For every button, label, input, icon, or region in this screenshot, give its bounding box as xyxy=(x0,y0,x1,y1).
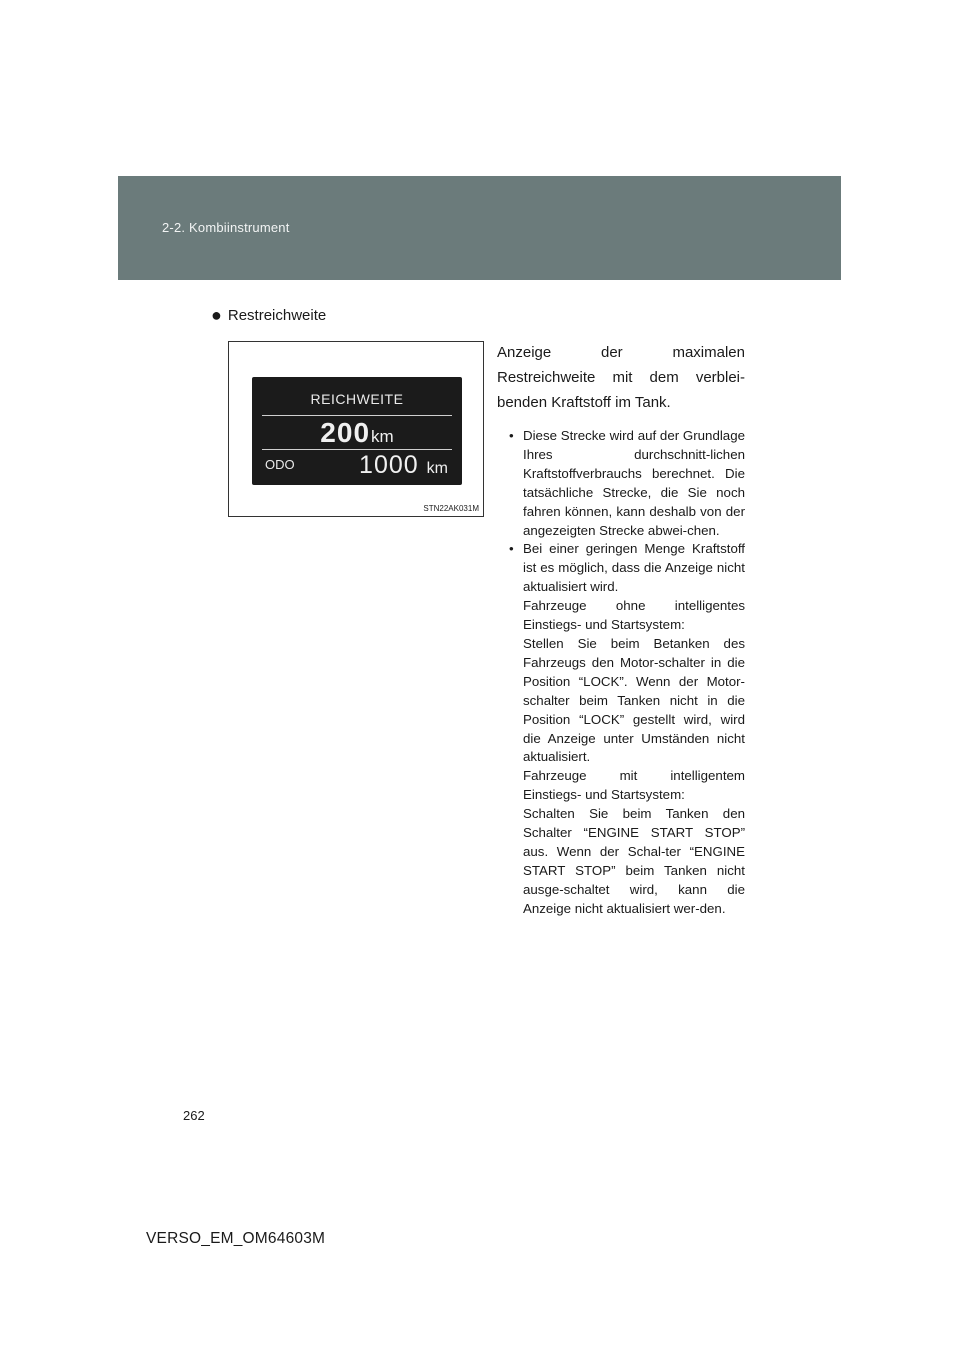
display-illustration xyxy=(228,341,484,517)
lcd-divider xyxy=(262,415,452,416)
note-text: Stellen Sie beim Betanken des Fahrzeugs den Motor-schalter in die Position “LOCK”. Wenn der Motor-schalter beim Tanken nicht in die Position “LOCK” gestellt wird, wird die Anzeige unter Umständen nicht aktualisiert. xyxy=(523,635,745,765)
section-path: 2-2. Kombiinstrument xyxy=(162,220,290,235)
section-heading xyxy=(211,305,326,326)
list-item xyxy=(497,427,745,540)
section-bullet-icon: ● xyxy=(211,305,222,325)
note-text: • Diese Strecke wird auf der Grundlage Ihres durchschnitt-lichen Kraftstoffverbrauchs berechnet. Die tatsächliche Strecke, die Sie noch fahren können, kann deshalb von der angezeigten Strecke abwei-chen. xyxy=(523,428,745,538)
page-number: 262 xyxy=(183,1108,205,1123)
odo-unit: km xyxy=(426,460,448,477)
note-text: Fahrzeuge ohne intelligentes Einstiegs- und Startsystem: xyxy=(523,598,745,633)
figure-id: STN22AK031M xyxy=(423,504,479,513)
lead-paragraph: Anzeige der maximalen Restreichweite mit dem verblei-benden Kraftstoff im Tank. xyxy=(497,344,745,411)
document-code: VERSO_EM_OM64603M xyxy=(146,1230,326,1247)
odo-label: ODO xyxy=(265,457,295,472)
range-value: 200 xyxy=(320,417,371,448)
odo-value: 1000 xyxy=(359,451,419,479)
description-column xyxy=(497,340,745,919)
note-list xyxy=(497,427,745,919)
note-text: Schalten Sie beim Tanken den Schalter “ENGINE START STOP” aus. Wenn der Schal-ter “ENGINE START STOP” beim Tanken nicht ausge-schaltet wird, kann die Anzeige nicht aktualisiert wer-den. xyxy=(523,806,745,916)
list-item xyxy=(497,540,745,918)
range-unit: km xyxy=(371,427,394,446)
odo-readout xyxy=(359,451,448,480)
note-text: Fahrzeuge mit intelligentem Einstiegs- und Startsystem: xyxy=(523,768,745,803)
lcd-title: REICHWEITE xyxy=(310,391,404,407)
section-title: Restreichweite xyxy=(227,307,327,324)
lcd-screen xyxy=(252,377,462,485)
lcd-divider xyxy=(262,449,452,450)
note-text: • Bei einer geringen Menge Kraftstoff ist es möglich, dass die Anzeige nicht aktualisiert wird. xyxy=(523,541,745,595)
section-header-band xyxy=(118,176,841,280)
range-readout xyxy=(252,417,462,449)
